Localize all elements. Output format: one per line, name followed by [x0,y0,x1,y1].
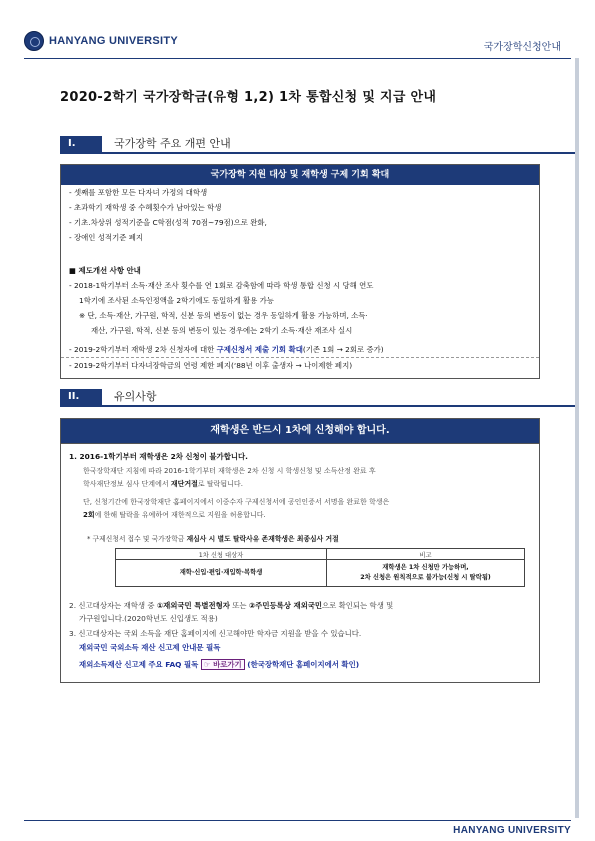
section-1-box [60,164,540,379]
notice-item-2 [69,601,393,611]
table-cell-line: 2차 신청은 원칙적으로 불가능(신청 시 탈락됨) [360,574,491,581]
section-1-box-title: 국가장학 지원 대상 및 재학생 구제 기회 확대 [61,165,539,185]
list-item-text: (기존 1회 → 2회로 증가) [302,345,384,354]
document-title: 2020-2학기 국가장학금(유형 1,2) 1차 통합신청 및 지급 안내 [60,90,437,105]
list-item: - 기초.차상위 성적기준을 C학점(성적 70점~79점)으로 완화, [69,218,267,227]
header-divider [24,58,571,59]
side-border [575,58,579,818]
notice-bold: 재단거절 [170,480,198,488]
section-1-header [60,136,575,152]
list-item: - 장애인 성적기준 폐지 [69,233,143,242]
list-item-text: - 2019-2학기부터 재학생 2차 신청자에 대한 [69,345,217,354]
section-1-label: 국가장학 주요 개편 안내 [114,137,231,150]
notice-text: 한국장학재단 지침에 따라 2016-1학기부터 재학생은 2차 신청 시 학생신청 및 소득산정 완료 후 [83,467,376,475]
notice-text [83,479,243,489]
list-item: - 2018-1학기부터 소득·재산 조사 횟수를 연 1회로 감축함에 따라 학생 통합 신청 시 당해 연도 [69,281,374,290]
notice-text-part: 에 한해 탈락을 유예하여 재한적으로 지원을 허용합니다. [94,511,266,519]
notice-text-part: 로 탈락됩니다. [197,480,243,488]
notice-item-3: 3. 신고대상자는 국외 소득을 재단 홈페이지에 신고해야만 학자금 지원을 받을 수 있습니다. [69,629,362,638]
list-item: ※ 단, 소득·재산, 가구원, 학적, 신분 등의 변동이 없는 경우 동일하게 활용 가능하며, 소득· [79,311,368,320]
shortcut-link-button[interactable]: ☞ 바로가기 [201,659,245,670]
section-2-number: II. [60,389,102,405]
notice-bold: ②주민등록상 재외국민 [248,601,323,610]
notice-bold: 2회 [83,511,95,519]
list-item [69,345,384,355]
table-row [116,560,525,587]
link-note: (한국장학재단 홈페이지에서 확인) [247,660,360,669]
list-item: 1학기에 조사된 소득인정액을 2학기에도 동일하게 활용 가능 [79,296,274,305]
table-cell [327,560,525,587]
notice-text [83,510,266,520]
eligibility-table [115,548,525,587]
table-caption-text: * 구제신청서 접수 및 국가장학금 [87,535,187,543]
notice-text-part: 2. 신고대상자는 재학생 중 [69,601,157,610]
section-2-box [60,418,540,683]
footer-divider [24,820,571,821]
table-caption [87,534,339,544]
section-1-rule [60,152,575,154]
notice-text-part: 으로 확인되는 학생 및 [322,601,394,610]
table-header: 비고 [327,549,525,560]
notice-highlight: 재외국민 국외소득 재산 신고제 안내문 필독 [79,643,221,652]
divider [61,443,539,444]
notice-heading-1: 1. 2016-1학기부터 재학생은 2차 신청이 불가합니다. [69,452,248,461]
section-1-number: I. [60,136,102,152]
reform-heading: ■ 제도개선 사항 안내 [69,266,141,275]
notice-text: 단, 신청기간에 한국장학재단 홈페이지에서 이중수자 구제신청서에 공인인증서 서명을 완료한 학생은 [83,498,390,506]
divider [61,357,539,358]
notice-bold: ①재외국민 특별전형자 [156,601,230,610]
header-university-name: HANYANG UNIVERSITY [49,35,179,47]
section-2-rule [60,405,575,407]
notice-text-part: 또는 [229,601,249,610]
footer-university-name: HANYANG UNIVERSITY [453,825,571,836]
table-cell: 재학·신입·편입·재입학·복학생 [116,560,327,587]
notice-text-part: 학사재단정보 심사 단계에서 [83,480,171,488]
list-item: - 2019-2학기부터 다자녀장학금의 연령 제한 폐지(‘88년 이후 출생자 → 나이제한 폐지) [69,361,353,370]
highlight-text: 구제신청서 제출 기회 확대 [216,345,303,354]
list-item: - 셋째를 포함한 모든 다자녀 가정의 대학생 [69,188,208,197]
section-2-header [60,389,575,405]
notice-text: 가구원입니다.(2020학년도 신입생도 적용) [79,614,218,623]
faq-label: 재외소득재산 신고제 주요 FAQ 필독 [79,660,199,669]
header-page-label: 국가장학신청안내 [483,42,561,53]
table-header: 1차 신청 대상자 [116,549,327,560]
notice-highlight [79,659,359,670]
table-cell-line: 재학생은 1차 신청만 가능하며, [382,564,469,571]
list-item: 재산, 가구원, 학적, 신분 등의 변동이 있는 경우에는 2학기 소득·재산 재조사 실시 [91,326,353,335]
section-2-label: 유의사항 [114,390,157,403]
table-header-row [116,549,525,560]
table-caption-bold: 재심사 시 별도 탈락사유 존재학생은 최종심사 거절 [186,535,339,543]
university-seal-logo [24,31,44,51]
list-item: - 초과학기 재학생 중 수혜횟수가 남아있는 학생 [69,203,222,212]
section-2-box-title: 재학생은 반드시 1차에 신청해야 합니다. [61,419,539,443]
